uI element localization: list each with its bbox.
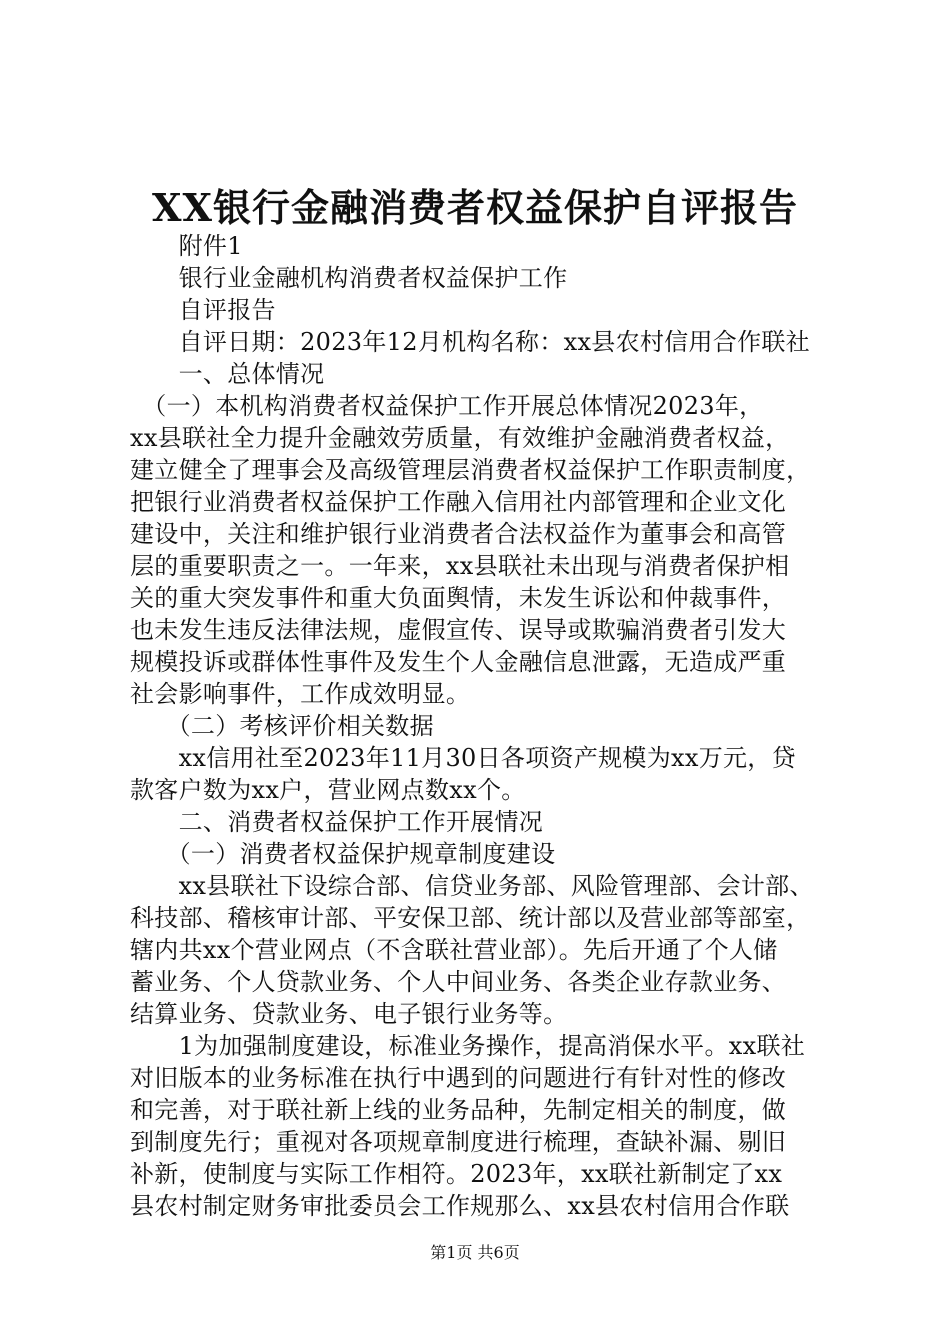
body-line: （一）本机构消费者权益保护工作开展总体情况2023年， [130,392,764,420]
body-line: 也未发生违反法律法规，虚假宣传、误导或欺骗消费者引发大 [130,616,787,644]
body-line: 对旧版本的业务标准在执行中遇到的问题进行有针对性的修改 [130,1064,787,1092]
body-line: 款客户数为xx户，营业网点数xx个。 [130,776,526,804]
body-line: 把银行业消费者权益保护工作融入信用社内部管理和企业文化 [130,488,787,516]
body-line: 自评报告 [130,296,276,324]
body-line: （二）考核评价相关数据 [130,712,434,740]
page-footer: 第1页 共6页 [430,1243,520,1262]
body-line: 规模投诉或群体性事件及发生个人金融信息泄露，无造成严重 [130,648,787,676]
body-line: 关的重大突发事件和重大负面舆情，未发生诉讼和仲裁事件， [130,584,787,612]
body-line: 一、总体情况 [130,360,325,388]
body-line: xx信用社至2023年11月30日各项资产规模为xx万元，贷 [130,744,796,772]
body-line: 建立健全了理事会及高级管理层消费者权益保护工作职责制度， [130,456,811,484]
body-line: 银行业金融机构消费者权益保护工作 [130,264,568,292]
body-line: 补新，使制度与实际工作相符。2023年，xx联社新制定了xx [130,1160,783,1188]
body-line: 县农村制定财务审批委员会工作规那么、xx县农村信用合作联 [130,1192,790,1220]
body-line: （一）消费者权益保护规章制度建设 [130,840,556,868]
body-line: xx县联社全力提升金融效劳质量，有效维护金融消费者权益， [130,424,790,452]
body-line: 和完善，对于联社新上线的业务品种，先制定相关的制度，做 [130,1096,787,1124]
body-line: 自评日期：2023年12月机构名称：xx县农村信用合作联社 [130,328,810,356]
body-line: 辖内共xx个营业网点（不含联社营业部）。先后开通了个人储 [130,936,778,964]
body-line: 到制度先行；重视对各项规章制度进行梳理，查缺补漏、剔旧 [130,1128,787,1156]
body-line: xx县联社下设综合部、信贷业务部、风险管理部、会计部、 [130,872,814,900]
body-line: 层的重要职责之一。一年来，xx县联社未出现与消费者保护相 [130,552,790,580]
document-title: XX银行金融消费者权益保护自评报告 [152,185,798,230]
body-line: 社会影响事件，工作成效明显。 [130,680,471,708]
body-line: 科技部、稽核审计部、平安保卫部、统计部以及营业部等部室， [130,904,811,932]
body-line: 建设中，关注和维护银行业消费者合法权益作为董事会和高管 [130,520,787,548]
body-line: 附件1 [130,232,243,260]
body-line: 结算业务、贷款业务、电子银行业务等。 [130,1000,568,1028]
body-line: 1为加强制度建设，标准业务操作，提高消保水平。xx联社 [130,1032,806,1060]
body-line: 蓄业务、个人贷款业务、个人中间业务、各类企业存款业务、 [130,968,787,996]
document-body [130,230,830,1222]
body-line: 二、消费者权益保护工作开展情况 [130,808,544,836]
